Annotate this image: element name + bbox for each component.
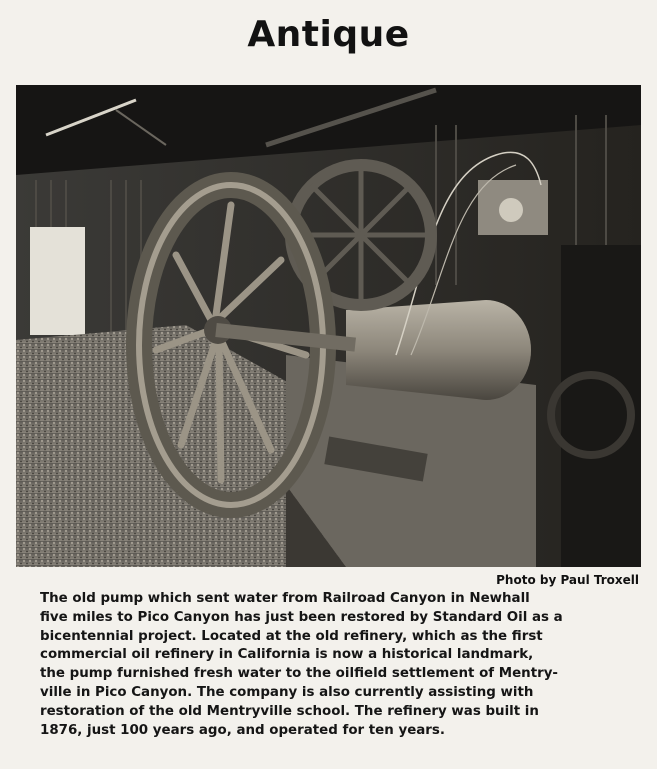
caption-line: bicentennial project. Located at the old refinery, which as the first bbox=[40, 628, 543, 644]
caption-line: five miles to Pico Canyon has just been restored by Standard Oil as a bbox=[40, 609, 563, 625]
headline: Antique bbox=[247, 14, 410, 55]
pump-photo bbox=[16, 85, 641, 567]
caption-line: restoration of the old Mentryville school. The refinery was built in bbox=[40, 703, 539, 719]
photo-credit: Photo by Paul Troxell bbox=[496, 573, 639, 587]
caption-line: The old pump which sent water from Railroad Canyon in Newhall bbox=[40, 591, 530, 606]
caption-line: commercial oil refinery in California is now a historical landmark, bbox=[40, 647, 534, 663]
caption-line: the pump furnished fresh water to the oilfield settlement of Mentry- bbox=[40, 666, 558, 682]
caption-line: ville in Pico Canyon. The company is also currently assisting with bbox=[40, 684, 534, 700]
photo-caption bbox=[40, 590, 640, 740]
caption-line: 1876, just 100 years ago, and operated for ten years. bbox=[40, 722, 445, 738]
